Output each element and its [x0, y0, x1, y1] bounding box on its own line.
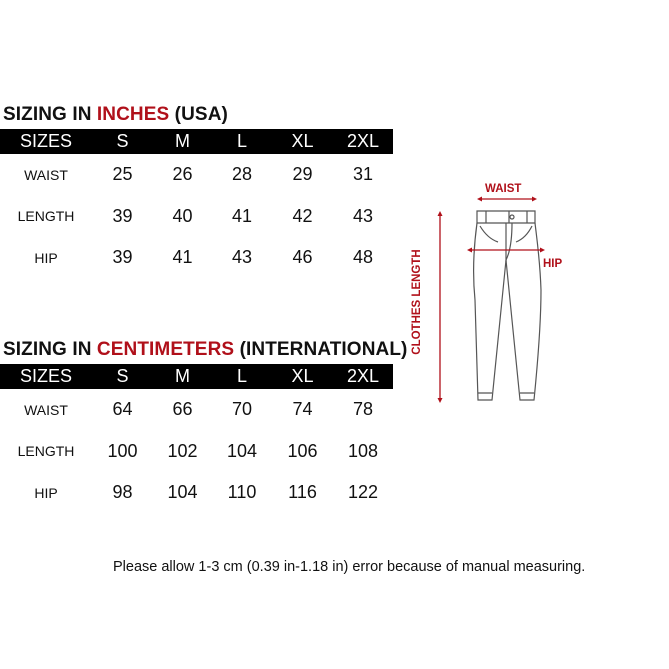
cm-title-suffix: (INTERNATIONAL): [234, 339, 408, 360]
table-cell: 110: [227, 482, 257, 503]
inches-section-title: [3, 104, 228, 126]
table-cell: 46: [292, 247, 313, 268]
cm-size-table: [0, 364, 393, 514]
cm-header-row: [0, 364, 393, 389]
table-cell: 104: [167, 482, 198, 503]
table-cell: 98: [112, 482, 133, 503]
table-cell: 64: [112, 399, 133, 420]
table-row: [0, 154, 393, 196]
inches-size-table: [0, 129, 393, 279]
table-cell: 100: [107, 440, 138, 461]
cm-header-size: S: [92, 364, 153, 389]
cm-section-title: [3, 339, 407, 361]
table-cell: 104: [226, 440, 258, 461]
inches-header-size: S: [92, 129, 153, 154]
table-cell: 40: [172, 205, 193, 226]
clothes-length-diagram-label: CLOTHES LENGTH: [411, 249, 423, 355]
table-cell: 39: [112, 247, 133, 268]
table-cell: 108: [347, 440, 379, 461]
table-cell: 122: [347, 482, 379, 503]
row-label: HIP: [34, 484, 58, 501]
row-label: LENGTH: [17, 443, 75, 460]
table-row: [0, 431, 393, 473]
cm-title-prefix: SIZING IN: [3, 339, 97, 360]
row-label: WAIST: [24, 166, 68, 183]
table-cell: 26: [172, 164, 193, 185]
cm-title-accent: CENTIMETERS: [96, 339, 235, 360]
hip-diagram-label: HIP: [543, 258, 563, 270]
inches-header-row: [0, 129, 393, 154]
table-cell: 74: [292, 399, 313, 420]
inches-title-accent: INCHES: [96, 104, 170, 125]
inches-header-size: L: [212, 129, 272, 154]
table-cell: 70: [231, 399, 253, 420]
inches-header-size: XL: [272, 129, 333, 154]
table-row: [0, 237, 393, 279]
row-label: WAIST: [24, 401, 68, 418]
table-cell: 29: [292, 164, 313, 185]
table-cell: 41: [231, 205, 253, 226]
pants-measurement-diagram: [400, 170, 600, 420]
waist-diagram-label: WAIST: [485, 183, 522, 195]
cm-header-size: M: [153, 364, 212, 389]
table-cell: 41: [172, 247, 193, 268]
table-cell: 42: [292, 205, 313, 226]
table-row: [0, 196, 393, 238]
table-cell: 116: [288, 482, 317, 503]
measurement-note: Please allow 1-3 cm (0.39 in-1.18 in) error because of manual measuring.: [113, 559, 586, 575]
cm-header-size: L: [212, 364, 272, 389]
table-cell: 106: [287, 440, 318, 461]
inches-header-size: 2XL: [333, 129, 393, 154]
table-cell: 28: [231, 164, 253, 185]
measurement-arrows: [438, 197, 546, 404]
pants-outline: [474, 211, 541, 400]
table-cell: 43: [231, 247, 253, 268]
table-row: [0, 472, 393, 514]
inches-title-suffix: (USA): [169, 104, 228, 125]
table-cell: 31: [352, 164, 374, 185]
row-label: LENGTH: [17, 208, 75, 225]
table-cell: 48: [352, 247, 374, 268]
cm-header-size: XL: [272, 364, 333, 389]
table-cell: 102: [167, 440, 198, 461]
row-label: HIP: [34, 249, 58, 266]
cm-header-sizes: SIZES: [0, 364, 92, 389]
table-cell: 66: [172, 399, 193, 420]
inches-header-sizes: SIZES: [0, 129, 92, 154]
table-cell: 43: [352, 205, 374, 226]
table-cell: 39: [112, 205, 133, 226]
table-cell: 78: [352, 399, 374, 420]
cm-header-size: 2XL: [333, 364, 393, 389]
table-row: [0, 389, 393, 431]
inches-header-size: M: [153, 129, 212, 154]
table-cell: 25: [112, 164, 133, 185]
inches-title-prefix: SIZING IN: [3, 104, 97, 125]
